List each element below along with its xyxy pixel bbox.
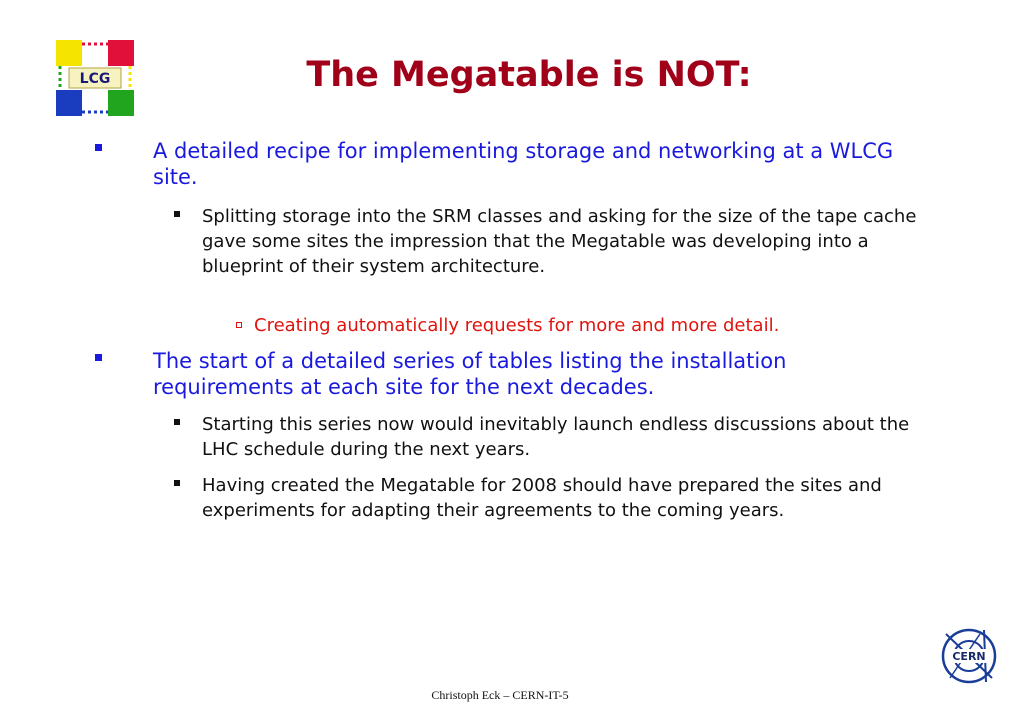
footer-text: Christoph Eck – CERN-IT-5 bbox=[431, 688, 569, 702]
bullet-text: Creating automatically requests for more and more detail. bbox=[254, 315, 780, 336]
bullet-text: Having created the Megatable for 2008 should have prepared the sites and experiments for adapting their agreements to the coming years. bbox=[202, 475, 882, 521]
hollow-square-bullet-icon bbox=[236, 322, 242, 328]
cern-logo bbox=[940, 626, 998, 686]
lcg-logo-text: LCG bbox=[79, 71, 111, 87]
square-bullet-icon bbox=[95, 354, 102, 361]
square-bullet-icon bbox=[174, 211, 180, 217]
bullet-text: The start of a detailed series of tables listing the installation requirements at each site for the next decades. bbox=[153, 349, 787, 399]
bullet-text: Starting this series now would inevitably launch endless discussions about the LHC schedule during the next years. bbox=[202, 414, 910, 460]
square-bullet-icon bbox=[95, 144, 102, 151]
square-bullet-icon bbox=[174, 419, 180, 425]
page-title: The Megatable is NOT: bbox=[306, 55, 752, 95]
square-bullet-icon bbox=[174, 480, 180, 486]
bullet-text: A detailed recipe for implementing storage and networking at a WLCG site. bbox=[153, 139, 894, 189]
cern-logo-text: CERN bbox=[952, 650, 986, 663]
bullet-text: Splitting storage into the SRM classes and asking for the size of the tape cache gave some sites the impression that the Megatable was developing into a blueprint of their system architecture. bbox=[202, 206, 917, 277]
